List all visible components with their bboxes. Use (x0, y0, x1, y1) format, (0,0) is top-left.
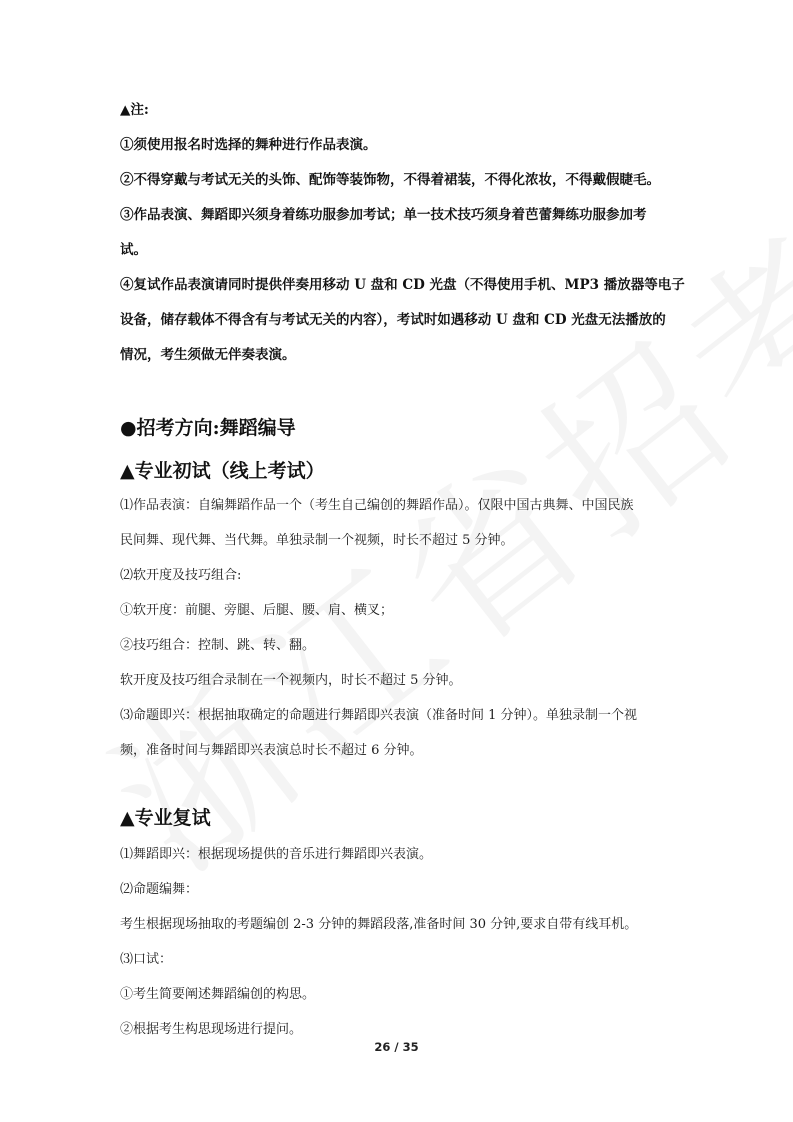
retest-line: ①考生简要阐述舞蹈编创的构思。 (120, 987, 316, 1002)
note-line: ①须使用报名时选择的舞种进行作品表演。 (120, 137, 377, 153)
prelim-line: ①软开度：前腿、旁腿、后腿、腰、肩、横叉； (120, 603, 394, 618)
note-line: 情况，考生须做无伴奏表演。 (120, 347, 296, 363)
prelim-line: 频，准备时间与舞蹈即兴表演总时长不超过 6 分钟。 (120, 743, 423, 758)
prelim-line: 民间舞、现代舞、当代舞。单独录制一个视频，时长不超过 5 分钟。 (120, 533, 514, 548)
prelim-heading: ▲专业初试（线上考试） (120, 460, 325, 482)
retest-line: ⑵命题编舞： (120, 882, 199, 897)
note-line: ③作品表演、舞蹈即兴须身着练功服参加考试；单一技术技巧须身着芭蕾舞练功服参加考 (120, 207, 647, 223)
note-line: 设备，储存载体不得含有与考试无关的内容），考试时如遇移动 U 盘和 CD 光盘无法播放的 (120, 312, 666, 328)
direction-heading: ●招考方向:舞蹈编导 (120, 417, 296, 439)
prelim-line: ②技巧组合：控制、跳、转、翻。 (120, 638, 316, 653)
prelim-line: ⑵软开度及技巧组合: (120, 568, 242, 583)
retest-line: ⑶口试： (120, 952, 173, 967)
retest-line: 考生根据现场抽取的考题编创 2-3 分钟的舞蹈段落,准备时间 30 分钟,要求自带有线耳机。 (120, 917, 638, 932)
retest-heading: ▲专业复试 (120, 807, 211, 829)
notes-title: ▲注: (120, 102, 149, 118)
note-line: ④复试作品表演请同时提供伴奏用移动 U 盘和 CD 光盘（不得使用手机、MP3 播放器等电子 (120, 277, 685, 293)
note-line: ②不得穿戴与考试无关的头饰、配饰等装饰物，不得着裙装，不得化浓妆，不得戴假睫毛。 (120, 172, 660, 188)
prelim-line: ⑶命题即兴：根据抽取确定的命题进行舞蹈即兴表演（准备时间 1 分钟）。单独录制一个视 (120, 708, 638, 723)
retest-line: ⑴舞蹈即兴：根据现场提供的音乐进行舞蹈即兴表演。 (120, 847, 433, 862)
page-number: 26 / 35 (374, 1040, 419, 1054)
watermark (0, 222, 793, 1019)
note-line: 试。 (120, 242, 147, 258)
prelim-line: ⑴作品表演：自编舞蹈作品一个（考生自己编创的舞蹈作品）。仅限中国古典舞、中国民族 (120, 498, 634, 513)
retest-line: ②根据考生构思现场进行提问。 (120, 1022, 303, 1037)
prelim-line: 软开度及技巧组合录制在一个视频内，时长不超过 5 分钟。 (120, 673, 462, 688)
